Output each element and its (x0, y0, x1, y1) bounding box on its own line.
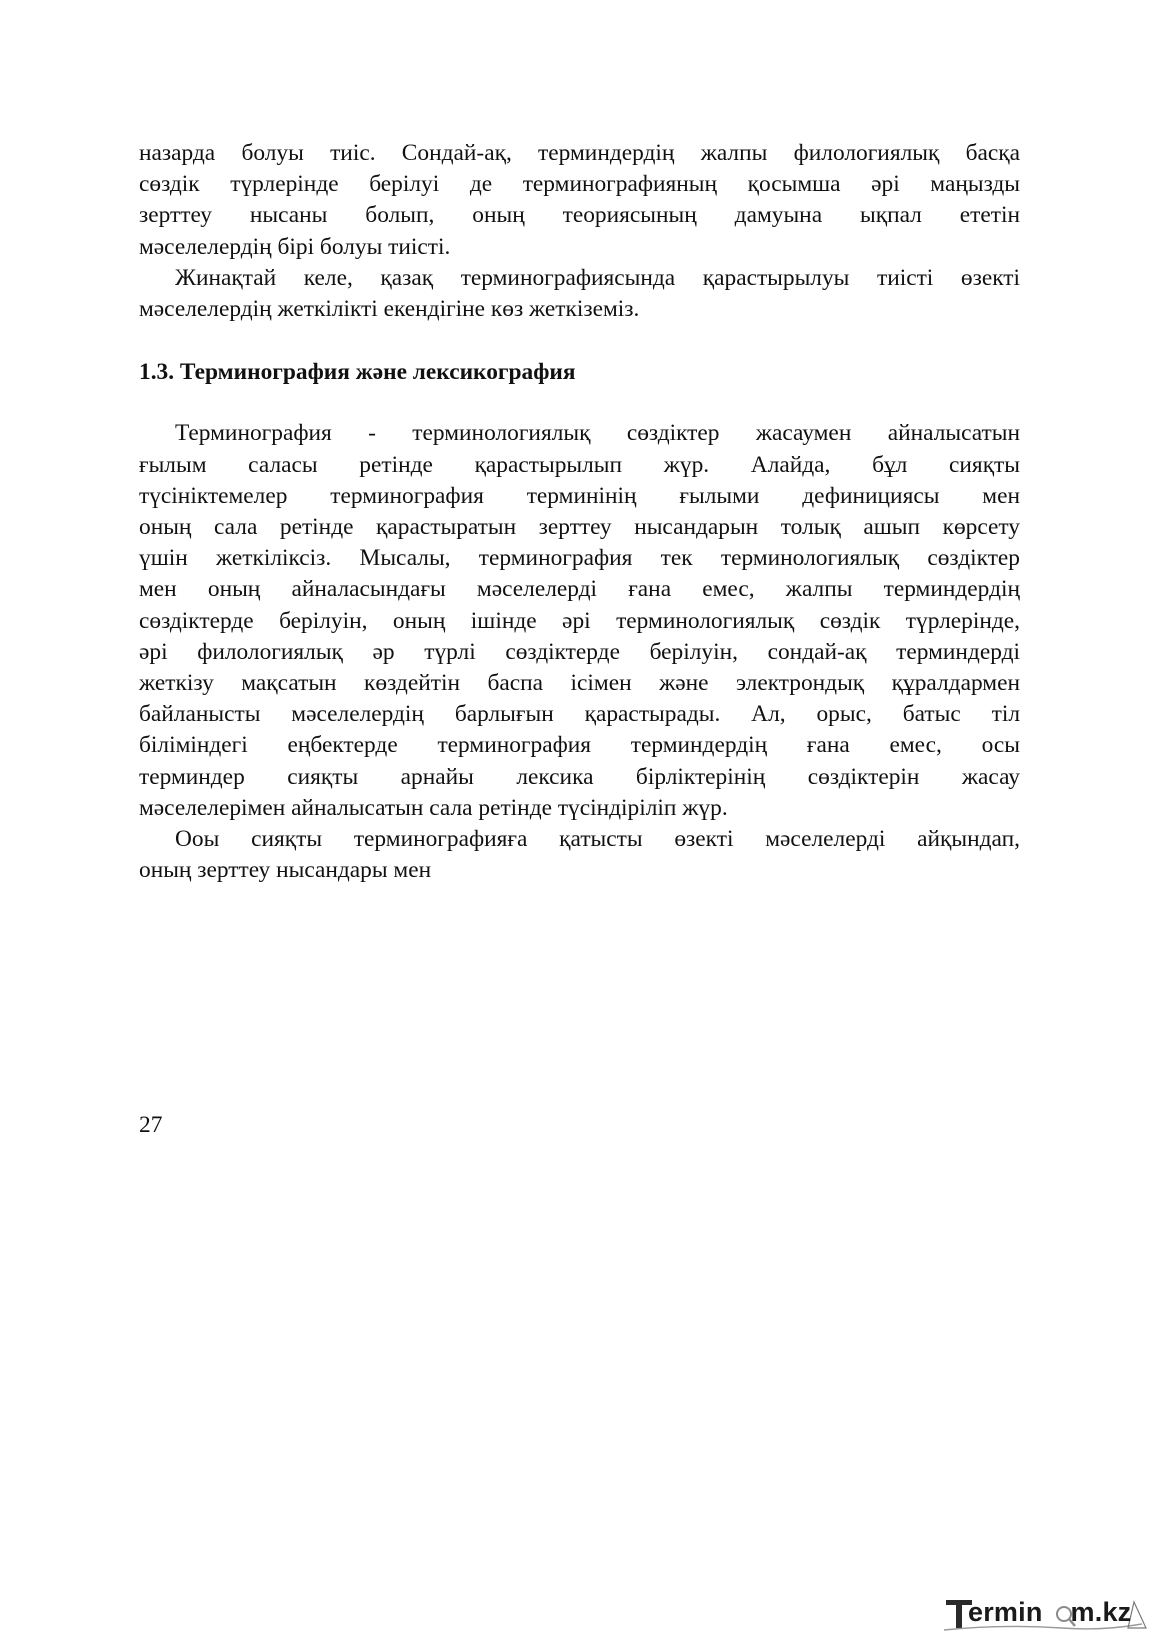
text-line: байланысты мәселелердің барлығын қарастырады. Ал, орыс, батыс тіл (139, 701, 1020, 728)
paragraphs-before-heading (139, 138, 1020, 325)
text-line: ғылым саласы ретінде қарастырылып жүр. Алайда, бұл сияқты (139, 451, 1020, 478)
text-line: терминдер сияқты арнайы лексика бірліктерінің сөздіктерін жасау (139, 763, 1020, 790)
paragraph (139, 824, 1020, 886)
page-body (139, 138, 1020, 886)
text-line: мәселелерімен айналысатын сала ретінде түсіндіріліп жүр. (139, 794, 728, 821)
paragraph (139, 263, 1020, 325)
text-line: мәселелердің бірі болуы тиісті. (139, 233, 451, 260)
text-line: сөздік түрлерінде берілуі де терминографияның қосымша әрі маңызды (139, 171, 1020, 198)
text-line: оның сала ретінде қарастыратын зерттеу нысандарын толық ашып көрсету (139, 514, 1020, 541)
text-line: түсініктемелер терминография терминінің ғылыми дефинициясы мен (139, 482, 1020, 509)
text-line: зерттеу нысаны болып, оның теориясының дамуына ықпал ететін (139, 202, 1020, 229)
termincom-logo (942, 1594, 1148, 1634)
paragraph (139, 138, 1020, 263)
text-line: Ооы сияқты терминографияға қатысты өзекті мәселелерді айқындап, (175, 826, 1020, 853)
text-line: Терминография - терминологиялық сөздіктер жасаумен айналысатын (175, 420, 1020, 447)
section-heading: 1.3. Терминография және лексикография (139, 359, 576, 386)
logo-text (968, 1594, 1131, 1630)
logo-text-part: ermin (968, 1597, 1043, 1627)
text-line: біліміндегі еңбектерде терминография терминдердің ғана емес, осы (139, 732, 1020, 759)
text-line: мен оның айналасындағы мәселелерді ғана емес, жалпы терминдердің (139, 576, 1020, 603)
text-line: Жинақтай келе, қазақ терминографиясында қарастырылуы тиісті өзекті (175, 264, 1020, 291)
text-line: әрі филологиялық әр түрлі сөздіктерде берілуін, сондай-ақ терминдерді (139, 638, 1020, 665)
paragraphs-after-heading (139, 418, 1020, 886)
text-line: үшін жеткіліксіз. Мысалы, терминография тек терминологиялық сөздіктер (139, 545, 1020, 572)
text-line: мәселелердің жеткілікті екендігіне көз жеткіземіз. (139, 296, 640, 323)
text-line: сөздіктерде берілуін, оның ішінде әрі терминологиялық сөздік түрлерінде, (139, 607, 1020, 634)
text-line: назарда болуы тиіс. Сондай-ақ, терминдердің жалпы филологиялық басқа (139, 140, 1020, 166)
text-line: жеткізу мақсатын көздейтін баспа ісімен және электрондық құралдармен (139, 670, 1020, 697)
logo-text-part: m.kz (1070, 1597, 1132, 1627)
text-line: оның зерттеу нысандары мен (139, 857, 432, 884)
paragraph (139, 418, 1020, 824)
page-number: 27 (139, 1112, 163, 1138)
